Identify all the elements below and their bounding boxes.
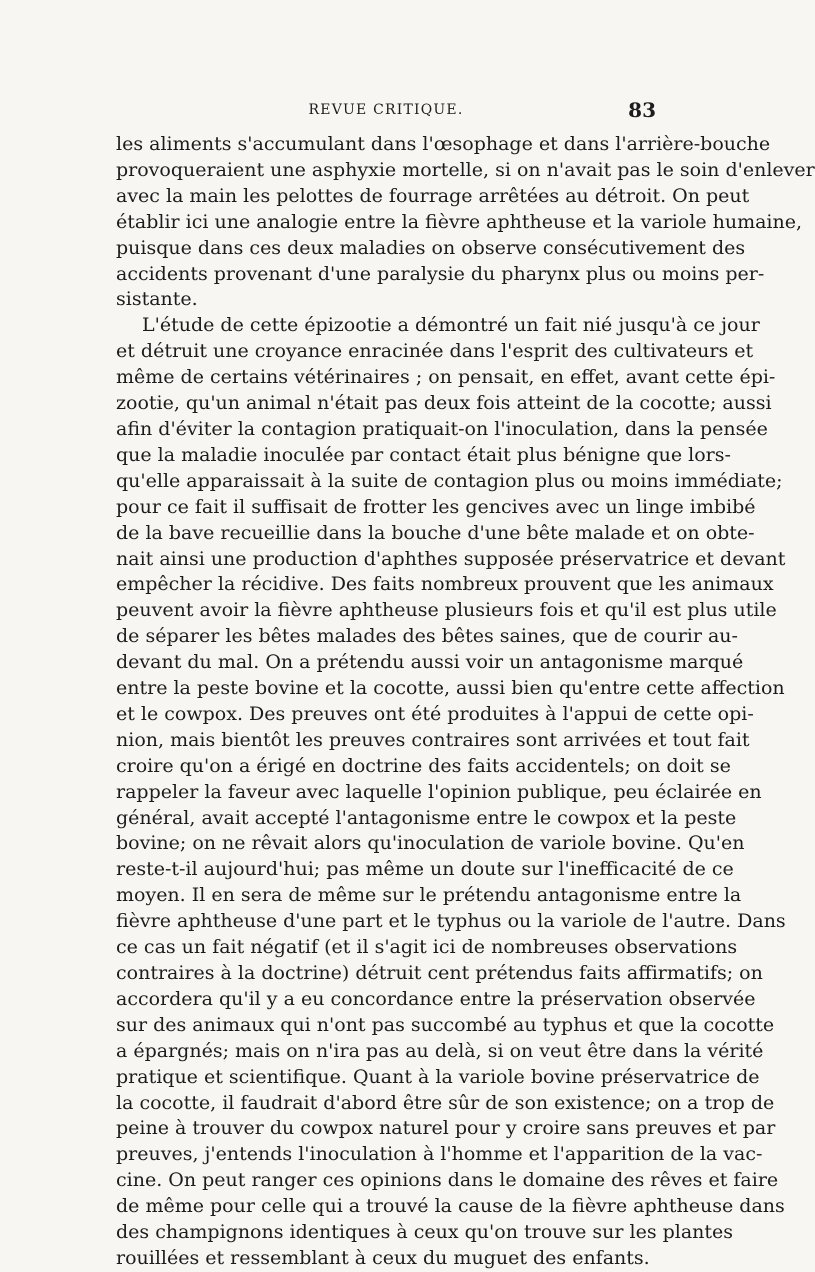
text-line: rouillées et ressemblant à ceux du muguet des enfants.: [116, 1246, 650, 1269]
text-line: bovine; on ne rêvait alors qu'inoculation de variole bovine. Qu'en: [116, 832, 745, 855]
text-line: pratique et scientifique. Quant à la variole bovine préservatrice de: [116, 1065, 760, 1088]
text-line: croire qu'on a érigé en doctrine des faits accidentels; on doit se: [116, 754, 731, 777]
text-line: les aliments s'accumulant dans l'œsophage et dans l'arrière-bouche: [116, 133, 771, 155]
text-line: de même pour celle qui a trouvé la cause de la fièvre aphtheuse dans: [116, 1195, 785, 1218]
text-line: nion, mais bientôt les preuves contraires sont arrivées et tout fait: [116, 728, 750, 751]
text-line: entre la peste bovine et la cocotte, aussi bien qu'entre cette affection: [116, 677, 785, 700]
text-line: général, avait accepté l'antagonisme entre le cowpox et la peste: [116, 806, 737, 829]
text-line: preuves, j'entends l'inoculation à l'homme et l'apparition de la vac-: [116, 1143, 763, 1166]
text-line: accidents provenant d'une paralysie du pharynx plus ou moins per-: [116, 262, 765, 285]
text-line: avec la main les pelottes de fourrage arrêtées au détroit. On peut: [116, 184, 750, 207]
text-line: et le cowpox. Des preuves ont été produites à l'appui de cette opi-: [116, 702, 754, 725]
text-line: ce cas un fait négatif (et il s'agit ici de nombreuses observations: [116, 936, 738, 959]
text-line: nait ainsi une production d'aphthes supposée préservatrice et devant: [116, 547, 786, 570]
text-line: que la maladie inoculée par contact était plus bénigne que lors-: [116, 443, 731, 466]
text-line: de séparer les bêtes malades des bêtes saines, que de courir au-: [116, 625, 738, 648]
text-line: qu'elle apparaissait à la suite de contagion plus ou moins immédiate;: [116, 469, 783, 492]
text-line: zootie, qu'un animal n'était pas deux fois atteint de la cocotte; aussi: [116, 392, 772, 415]
text-line: provoqueraient une asphyxie mortelle, si on n'avait pas le soin d'enlever: [116, 158, 815, 181]
text-line: sur des animaux qui n'ont pas succombé au typhus et que la cocotte: [116, 1013, 775, 1036]
text-line: accordera qu'il y a eu concordance entre la préservation observée: [116, 987, 756, 1010]
text-line: devant du mal. On a prétendu aussi voir un antagonisme marqué: [116, 651, 744, 674]
text-line: fièvre aphtheuse d'une part et le typhus ou la variole de l'autre. Dans: [116, 910, 786, 933]
text-line: puisque dans ces deux maladies on observe consécutivement des: [116, 236, 746, 259]
text-line: reste-t-il aujourd'hui; pas même un doute sur l'inefficacité de ce: [116, 858, 734, 881]
page-number: 83: [628, 98, 656, 122]
text-line: empêcher la récidive. Des faits nombreux prouvent que les animaux: [116, 573, 774, 596]
text-line: a épargnés; mais on n'ira pas au delà, si on veut être dans la vérité: [116, 1039, 764, 1062]
text-line: des champignons identiques à ceux qu'on trouve sur les plantes: [116, 1221, 734, 1244]
text-line: afin d'éviter la contagion pratiquait-on l'inoculation, dans la pensée: [116, 417, 768, 440]
text-line: et détruit une croyance enracinée dans l'esprit des cultivateurs et: [116, 340, 754, 363]
running-head: REVUE CRITIQUE.: [308, 102, 464, 118]
text-line: contraires à la doctrine) détruit cent prétendus faits affirmatifs; on: [116, 962, 763, 984]
text-line: de la bave recueillie dans la bouche d'une bête malade et on obte-: [116, 521, 755, 544]
text-line: pour ce fait il suffisait de frotter les gencives avec un linge imbibé: [116, 495, 756, 518]
text-line: rappeler la faveur avec laquelle l'opinion publique, peu éclairée en: [116, 780, 762, 803]
text-line: L'étude de cette épizootie a démontré un fait nié jusqu'à ce jour: [142, 314, 760, 337]
text-line: la cocotte, il faudrait d'abord être sûr de son existence; on a trop de: [116, 1091, 775, 1114]
page-header: [116, 98, 656, 128]
text-line: établir ici une analogie entre la fièvre aphtheuse et la variole humaine,: [116, 210, 803, 233]
body-text: [116, 132, 815, 1272]
text-line: moyen. Il en sera de même sur le prétendu antagonisme entre la: [116, 884, 742, 907]
text-line: peine à trouver du cowpox naturel pour y croire sans preuves et par: [116, 1117, 776, 1140]
text-line: cine. On peut ranger ces opinions dans le domaine des rêves et faire: [116, 1169, 779, 1192]
text-line: sistante.: [116, 288, 198, 311]
text-line: même de certains vétérinaires ; on pensait, en effet, avant cette épi-: [116, 366, 776, 389]
text-line: peuvent avoir la fièvre aphtheuse plusieurs fois et qu'il est plus utile: [116, 599, 777, 622]
